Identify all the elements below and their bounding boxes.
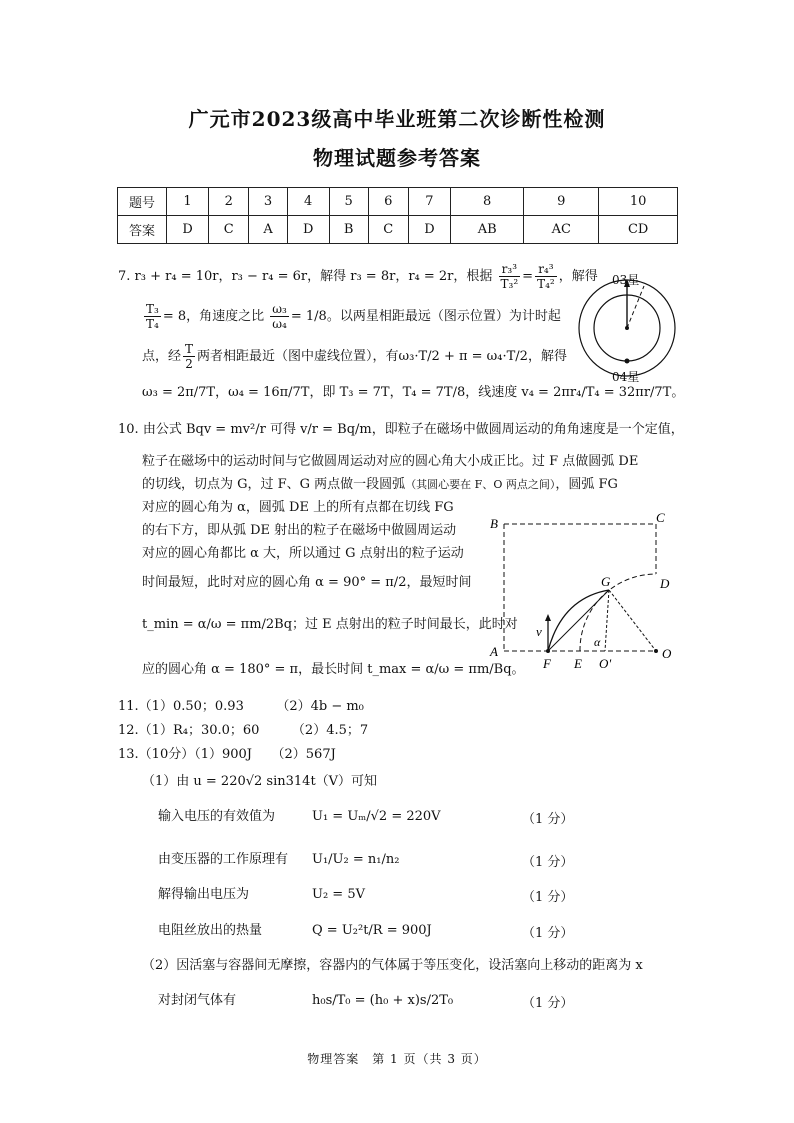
q13-step-points: （1 分） [522,926,574,941]
table-answer-cell: AC [524,216,599,244]
arc-DE [580,574,656,651]
q10-text: 由公式 Bqv = mv²/r 可得 v/r = Bq/m，即粒子在磁场中做圆周运动的角角速度是一个定值， [142,422,684,437]
q10-line-1 [118,421,684,439]
arrow-up-icon [545,614,551,621]
kepler-ratio-left: $\frac{\text{r₃³}}{\text{T₃²}}$ [500,262,519,291]
table-number-cell: 7 [408,188,450,216]
label-O: O [662,646,672,661]
q13-step-points: （1 分） [522,855,574,870]
q7-line-3 [142,342,567,371]
q7-line-1: 7. r₃ + r₄ = 10r，r₃ − r₄ = 6r，解得 r₃ = 8r，r₄ = 2r，根据 $\frac{\text{r₃³}}{\text{T₃²}}$ = $\frac{\text{r₄³}}{\text{T₄²}}$ ，解得 [118,262,598,291]
page-title: 广元市2023级高中毕业班第二次诊断性检测 [188,107,606,131]
half-period: $\frac{T}{2}$ [185,342,194,371]
q10-line-5: 的右下方，即从弧 DE 射出的粒子在磁场中做圆周运动 [142,523,457,538]
q7-text: 两者相距最近（图中虚线位置），有 [197,349,399,364]
table-number-cell: 9 [524,188,599,216]
label-A: A [490,644,498,659]
q7-text: ，解得 [558,269,598,284]
q13-step-label: 由变压器的工作原理有 [158,852,289,867]
q7-text: 点，经 [142,349,182,364]
star-04-label: 04星 [612,370,640,384]
q10-line-7: 时间最短，此时对应的圆心角 α = 90° = π/2，最短时间 [142,575,472,590]
q7-text: r₃ + r₄ = 10r，r₃ − r₄ = 6r，解得 r₃ = 8r，r₄ = 2r，根据 [134,269,493,284]
label-G: G [601,574,611,589]
label-E: E [574,656,582,671]
q13-step-points: （1 分） [522,996,574,1011]
table-answer-cell: C [209,216,249,244]
label-v: v [536,624,542,639]
center-dot [625,326,629,330]
q13-step-equation: U₁ = Uₘ/√2 = 220V [312,809,441,824]
table-answer-cell: A [249,216,287,244]
star-03-label: 03星 [612,273,640,287]
q10-line-9: 应的圆心角 α = 180° = π，最长时间 t_max = α/ω = πm/Bq。 [142,662,525,677]
q13-step-label: 解得输出电压为 [158,887,250,902]
table-answer-cell: AB [450,216,523,244]
q7-text: ω₃·T/2 + π = ω₄·T/2，解得 [398,349,567,364]
q13-step-equation: U₂ = 5V [312,887,365,902]
page-subtitle: 物理试题参考答案 [313,146,481,170]
answer-table-header-row [118,188,678,216]
radius-GO1 [605,590,609,651]
q13-step-equation: Q = U₂²t/R = 900J [312,923,432,938]
table-answer-label: 答案 [118,216,167,244]
q10-line-6: 对应的圆心角都比 α 大，所以通过 G 点射出的粒子运动 [142,546,464,561]
table-number-cell: 2 [209,188,249,216]
kepler-ratio-right: $\frac{\text{r₄³}}{\text{T₄²}}$ [537,262,555,291]
point-F [546,649,550,653]
q10-note: （其圆心要在 F、O 两点之间） [405,478,556,491]
table-number-cell: 1 [167,188,209,216]
page-footer: 物理答案 第 1 页（共 3 页） [307,1052,487,1066]
q7-number: 7. [118,269,131,284]
q7-text: = 1/8。以两星相距最远（图示位置）为计时起 [290,309,561,324]
magnetic-field-figure [484,506,680,674]
q13-step-points: （1 分） [522,890,574,905]
star-04-dot [625,359,630,364]
q13-step-equation: U₁/U₂ = n₁/n₂ [312,852,400,867]
q13-step-label: 电阻丝放出的热量 [158,923,263,938]
table-number-cell: 8 [450,188,523,216]
q7-line-2 [142,302,561,331]
q13-part2-intro: （2）因活塞与容器间无摩擦，容器内的气体属于等压变化，设活塞向上移动的距离为 x [142,958,643,973]
table-header-label: 题号 [118,188,167,216]
label-alpha: α [594,635,601,649]
dashed-radius [627,286,644,328]
table-answer-cell: D [167,216,209,244]
label-O-prime: O' [599,656,612,671]
label-C: C [656,510,665,525]
q12-answer: 12.（1）R₄；30.0；60 （2）4.5；7 [118,723,369,738]
point-O [654,649,658,653]
q10-line-4: 对应的圆心角为 α，圆弧 DE 上的所有点都在切线 FG [142,500,454,515]
q13-head: 13.（10分）（1）900J （2）567J [118,747,336,762]
q11-answer: 11.（1）0.50；0.93 （2）4b − m₀ [118,699,364,714]
table-answer-cell: D [408,216,450,244]
table-answer-cell: D [287,216,329,244]
table-number-cell: 4 [287,188,329,216]
table-number-cell: 6 [368,188,408,216]
q10-line-8: t_min = α/ω = πm/2Bq；过 E 点射出的粒子时间最长，此时对 [142,617,518,632]
period-ratio: $\frac{\text{T₃}}{\text{T₄}}$ [146,302,159,331]
q10-number: 10. [118,422,139,437]
label-B: B [490,516,498,531]
table-number-cell: 5 [329,188,368,216]
q10-text: 的切线，切点为 G，过 F、G 两点做一段圆弧 [142,477,406,492]
table-answer-cell: B [329,216,368,244]
table-number-cell: 10 [599,188,678,216]
table-answer-cell: CD [599,216,678,244]
label-F: F [543,656,551,671]
q10-line-2: 粒子在磁场中的运动时间与它做圆周运动对应的圆心角大小成正比。过 F 点做圆弧 DE [142,454,639,469]
q13-step-label: 输入电压的有效值为 [158,809,276,824]
radius-GO [609,590,656,651]
answer-table [117,187,678,244]
q10-line-3 [142,476,618,494]
q13-step-label: 对封闭气体有 [158,993,237,1008]
q13-step-equation: h₀s/T₀ = (h₀ + x)s/2T₀ [312,993,454,1008]
top-boundary [504,524,656,574]
q10-text: ，圆弧 FG [555,477,618,492]
label-D: D [660,576,670,591]
q7-text: = 8，角速度之比 [162,309,265,324]
omega-ratio: $\frac{\text{ω₃}}{\text{ω₄}}$ [272,302,287,331]
table-number-cell: 3 [249,188,287,216]
q7-line-4: ω₃ = 2π/7T，ω₄ = 16π/7T，即 T₃ = 7T，T₄ = 7T/8，线速度 v₄ = 2πr₄/T₄ = 32πr/7T。 [142,385,685,400]
answer-table-answer-row [118,216,678,244]
q13-step-points: （1 分） [522,812,574,827]
q13-part1-intro: （1）由 u = 220√2 sin314t（V）可知 [142,774,378,789]
table-answer-cell: C [368,216,408,244]
